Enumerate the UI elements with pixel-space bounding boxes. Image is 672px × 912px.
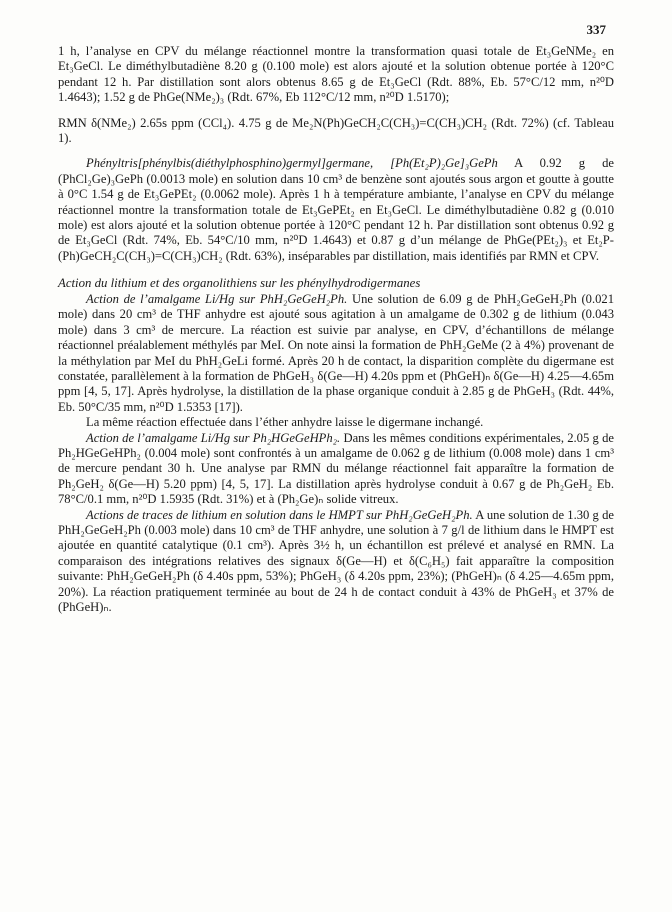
paragraph-continuation: 1 h, l’analyse en CPV du mélange réactionnel montre la transformation quasi totale de Et₃GeNMe₂ en Et₃GeCl. Le diméthylbutadiène 8.20 g (0.100 mole) est alors ajouté et la solution obtenue portée à 120°C pendant 12 h. Par distillation sont alors obtenus 8.65 g de Et₃GeCl (Rdt. 88%, Eb. 57°C/12 mm, n²⁰D 1.4643); 1.52 g de PhGe(NMe₂)₃ (Rdt. 67%, Eb 112°C/12 mm, n²⁰D 1.5170);	[58, 44, 614, 105]
subsection-text: Dans les mêmes conditions expérimentales, 2.05 g de Ph₂HGeGeHPh₂ (0.004 mole) sont confrontés à un amalgame de 0.062 g de lithium (0.008 mole) dans 1 cm³ de mercure pendant 30 h. Une analyse par RMN du mélange réactionnel fait apparaître la formation de Ph₂GeH₂ δ(Ge—H) 5.20 ppm) [4, 5, 17]. La distillation après hydrolyse conduit à 0.67 g de Ph₂GeH₂ Eb. 78°C/0.1 mm, n²⁰D 1.5935 (Rdt. 31%) et à (Ph₂Ge)ₙ solide vitreux.	[58, 430, 615, 507]
subsection-title: Action de l’amalgame Li/Hg sur Ph₂HGeGeHPh₂.	[86, 430, 341, 445]
paragraph-germane-synthesis	[58, 156, 614, 264]
section-heading: Action du lithium et des organolithiens sur les phénylhydrodigermanes	[58, 276, 421, 291]
paragraph-rmn: RMN δ(NMe₂) 2.65s ppm (CCl₄). 4.75 g de Me₂N(Ph)GeCH₂C(CH₃)=C(CH₃)CH₂ (Rdt. 72%) (cf. Tableau 1).	[58, 115, 614, 146]
subsection-title: Action de l’amalgame Li/Hg sur PhH₂GeGeH₂Ph.	[86, 291, 348, 306]
subsection-li-hg-phh2	[58, 292, 614, 415]
article-body	[58, 44, 614, 615]
subsection-text: La même réaction effectuée dans l’éther anhydre laisse le digermane inchangé.	[86, 415, 484, 430]
paragraph-text: A 0.92 g de (PhCl₂Ge)₃GePh (0.0013 mole) en solution dans 10 cm³ de benzène sont ajoutés sous argon et goutte à goutte à 0°C 1.54 g de Et₃GePEt₂ (0.0062 mole). Après 1 h à température ambiante, l’analyse en CPV du mélange réactionnel montre la transformation totale de Et₃GePEt₂ en Et₃GeCl. Le diméthylbutadiène 0.82 g (0.010 mole) est alors ajouté et la solution obtenue portée à 120°C pendant 12 h. Par distillation sont obtenus 0.92 g de Et₃GeCl (Rdt. 74%, Eb. 54°C/10 mm, n²⁰D 1.4643) et 0.87 g d’un mélange de PhGe(PEt₂)₃ et Et₂P-(Ph)GeCH₂C(CH₃)=C(CH₃)CH₂ (Rdt. 63%), inséparables par distillation, mais identifiés par RMN et CPV.	[58, 156, 614, 263]
page-number: 337	[586, 22, 606, 37]
compound-title: Phényltris[phénylbis(diéthylphosphino)germyl]germane, [Ph(Et₂P)₂Ge]₃GePh	[86, 156, 498, 171]
subsection-li-hg-ph2h	[58, 431, 614, 508]
subsection-text: Une solution de 6.09 g de PhH₂GeGeH₂Ph (0.021 mole) dans 20 cm³ de THF anhydre est ajouté sous agitation à un amalgame de 0.302 g de lithium (0.043 mole) dans 3 cm³ de mercure. La réaction est suivie par analyse, en CPV, d’échantillons de mélange réactionnel préalablement méthylés par MeI. On note ainsi la formation de PhH₂GeMe (2 à 4%) provenant de la méthylation par MeI du PhH₂GeLi formé. Après 20 h de contact, la disparition complète du digermane est constatée, parallèlement à la formation de PhGeH₃ δ(Ge—H) 4.20s ppm et (PhGeH)ₙ δ(Ge—H) 4.25—4.65m ppm [4, 5, 17]. Après hydrolyse, la distillation de la phase organique conduit à 2.85 g de PhGeH₃ (Rdt. 44%, Eb. 50°C/35 mm, n²⁰D 1.5353 [17]).	[58, 291, 614, 414]
subsection-ether-note	[58, 415, 614, 430]
subsection-title: Actions de traces de lithium en solution dans le HMPT sur PhH₂GeGeH₂Ph.	[86, 507, 473, 522]
subsection-hmpt	[58, 508, 614, 616]
subsection-text: A une solution de 1.30 g de PhH₂GeGeH₂Ph (0.003 mole) dans 10 cm³ de THF anhydre, une solution à 7 g/l de lithium dans le HMPT est ajoutée en quantité catalytique (0.1 cm³). Après 3½ h, un échantillon est prélevé et analysé en RMN. La comparaison des intégrations relatives des signaux δ(Ge—H) et δ(C₆H₅) fait apparaître la composition suivante: PhH₂GeGeH₂Ph (δ 4.40s ppm, 53%); PhGeH₃ (δ 4.20s ppm, 23%); (PhGeH)ₙ (δ 4.25—4.65m ppm, 20%). La réaction pratiquement terminée au bout de 24 h de contact conduit à 43% de PhGeH₃ et 37% de (PhGeH)ₙ.	[58, 507, 614, 614]
